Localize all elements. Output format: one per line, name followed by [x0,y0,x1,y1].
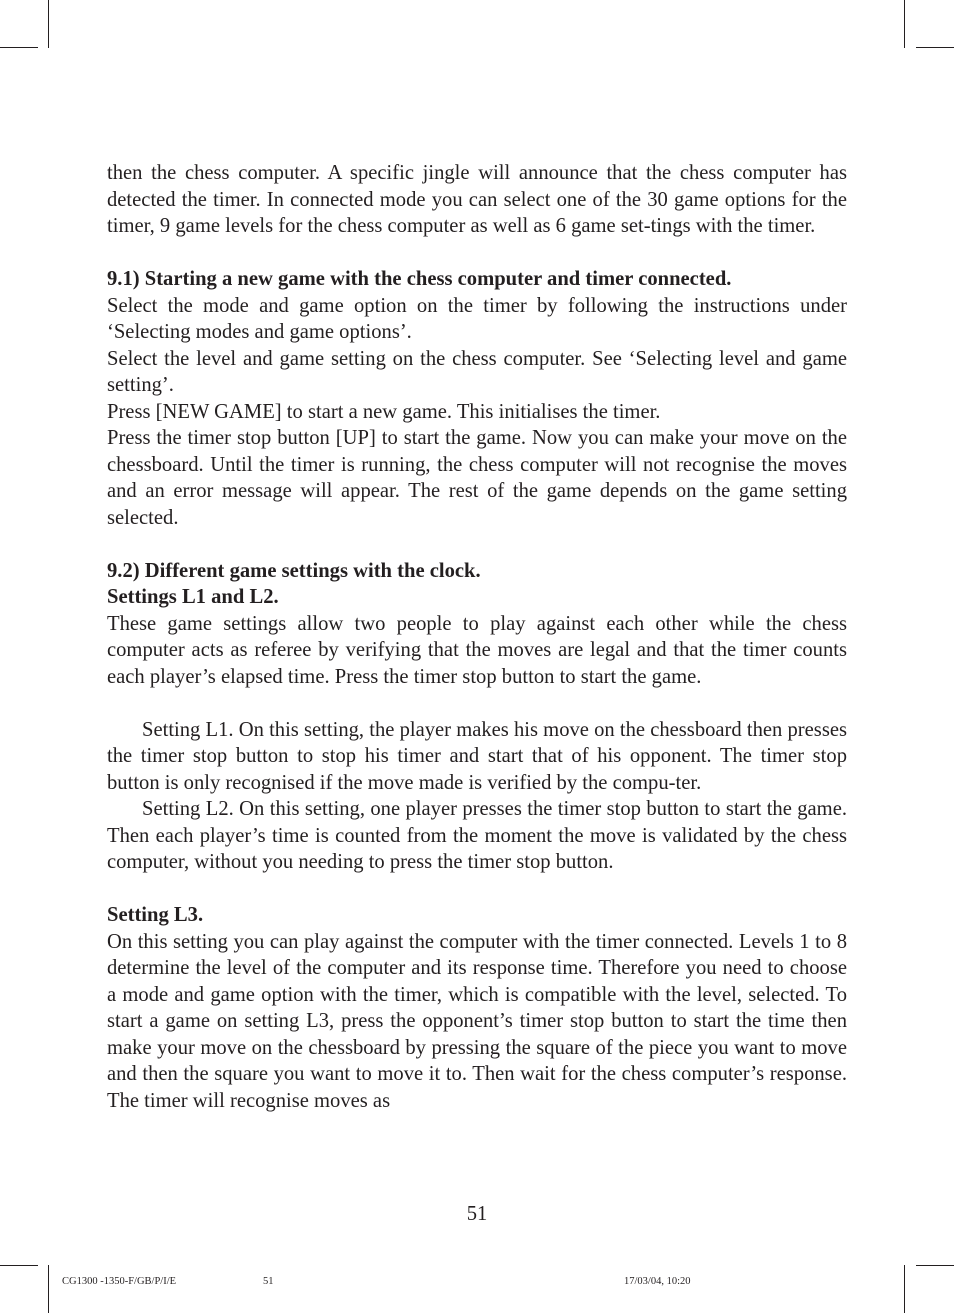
crop-mark [904,1265,905,1313]
crop-mark [916,47,954,48]
crop-mark [0,47,38,48]
slug-page: 51 [263,1276,274,1287]
crop-mark [904,0,905,48]
setting-l3-body: On this setting you can play against the computer with the timer connected. Levels 1 to 8 determine the level of the computer and its response time. Therefore you need to choose a mode and game option with the timer, which is compatible with the level, selected. To start a game on setting L3, press the opponent’s timer stop button to start the time then make your move on the chessboard by pressing the square of the piece you want to move and then the square you want to move it to. Then wait for the chess computer’s response. The timer will recognise moves as [107,930,847,1112]
section-9-2-body: These game settings allow two people to play against each other while the chess computer acts as referee by verifying that the moves are legal and that the timer counts each player’s elapsed time. Press the timer stop button to start the game. [107,612,847,688]
page-number: 51 [466,1203,488,1225]
crop-mark [48,0,49,48]
section-9-1-line: Select the mode and game option on the timer by following the instructions under ‘Selecting modes and game options’. [107,294,847,343]
section-9-1-line: Press the timer stop button [UP] to start the game. Now you can make your move on the chessboard. Until the timer is running, the chess computer will not recognise the moves and an error message will appear. The rest of the game depends on the game setting selected. [107,427,847,529]
page-body [107,160,847,1114]
section-9-2-subheading: Settings L1 and L2. [107,586,279,608]
setting-l2-paragraph: Setting L2. On this setting, one player presses the timer stop button to start the game. Then each player’s time is counted from the moment the move is validated by the chess computer, without you needing to press the timer stop button. [107,798,847,873]
section-9-1-heading: 9.1) Starting a new game with the chess computer and timer connected. [107,268,732,290]
section-9-2-heading: 9.2) Different game settings with the clock. [107,559,481,582]
setting-l3-heading: Setting L3. [107,904,204,926]
section-9-1-line: Select the level and game setting on the chess computer. See ‘Selecting level and game setting’. [107,347,847,396]
crop-mark [0,1265,38,1266]
crop-mark [916,1265,954,1266]
intro-paragraph: then the chess computer. A specific jingle will announce that the chess computer has detected the timer. In connected mode you can select one of the 30 game options for the timer, 9 game levels for the chess computer as well as 6 game set-tings with the timer. [107,162,847,237]
setting-l1-paragraph: Setting L1. On this setting, the player makes his move on the chessboard then presses the timer stop button to stop his timer and start that of his opponent. The timer stop button is only recognised if the move made is verified by the compu-ter. [107,718,847,794]
crop-mark [48,1265,49,1313]
slug-file: CG1300 -1350-F/GB/P/I/E [62,1276,177,1287]
slug-timestamp: 17/03/04, 10:20 [624,1276,691,1287]
section-9-1-line: Press [NEW GAME] to start a new game. This initialises the timer. [107,400,661,423]
